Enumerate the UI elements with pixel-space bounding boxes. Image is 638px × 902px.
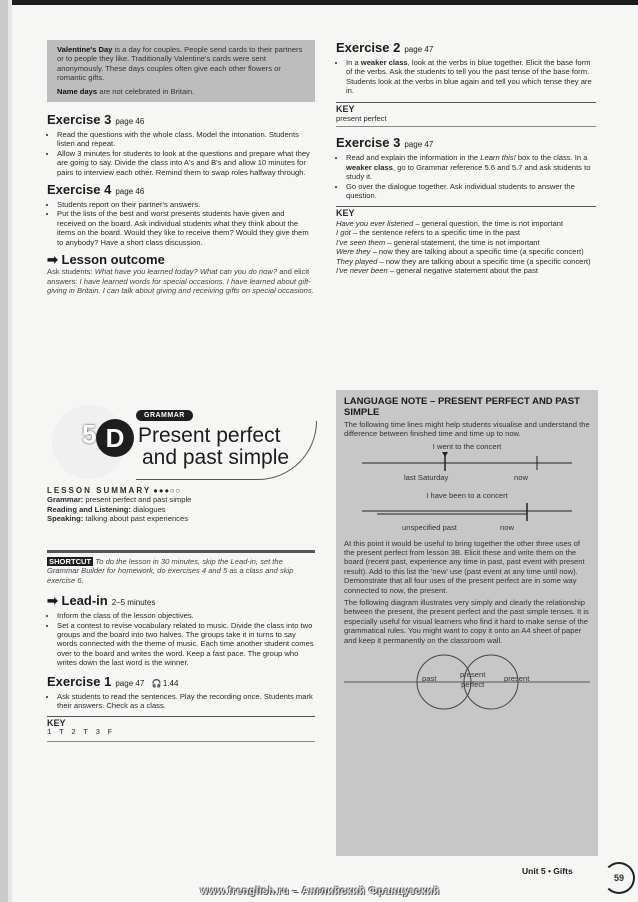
exercise-heading: Exercise 3 page 46 (47, 112, 145, 128)
key-answers: 1 T 2 T 3 F (47, 728, 114, 737)
list-item: • Go over the dialogue together. Ask individual students to answer the question. (346, 182, 596, 201)
key-line: Were they – now they are talking about a specific time (a specific concert) (336, 247, 584, 257)
exercise-heading: Exercise 1 page 47 🎧1.44 (47, 673, 179, 689)
exercise-heading: Exercise 3 page 47 (336, 135, 434, 151)
timeline-1-right-label: now (514, 473, 528, 483)
key-line: They played – now they are talking about a specific time (a specific concert) (336, 256, 591, 266)
page-binding-shadow (0, 0, 8, 902)
lesson-outcome (47, 252, 315, 295)
timeline-1-left-label: last Saturday (404, 473, 449, 483)
language-note-title: LANGUAGE NOTE – PRESENT PERFECT AND PAST SIMPLE (344, 396, 580, 418)
list-item: • Inform the class of the lesson objectives. (57, 611, 315, 620)
exercise-heading: Exercise 2 page 47 (336, 40, 434, 55)
name-days-paragraph: Name days are not celebrated in Britain. (57, 86, 195, 96)
key-right-2 (336, 206, 596, 275)
valentine-paragraph: Valentine's Day is a day for couples. People send cards to their partners or to people they like. Traditionally Valentine's cards were sent anonymously. These days couples often give each other flowers or romantic gifts. (57, 45, 303, 83)
lesson-badge-letter: D (96, 419, 134, 457)
grammar-tag: GRAMMAR (136, 410, 193, 421)
list-item: • In a weaker class, look at the verbs in blue together. Elicit the base form of the verbs. Ask the students to tell you the past tense of the base form. Students look at the verbs in blue again and tell you which tense they are in. (346, 58, 596, 96)
language-note-box (336, 390, 598, 856)
key-title: KEY (336, 208, 355, 219)
venn-present-perfect-label: present perfect (460, 670, 486, 689)
footer-unit: Unit 5 • Gifts (522, 866, 573, 876)
key-line: Have you ever listened – general question, the time is not important (336, 218, 564, 228)
venn-past-label: past (422, 674, 437, 684)
list-item: • Set a contest to revise vocabulary related to music. Divide the class into two groups and the board into two halves. The groups take it in turns to say words connected with the theme of music. Each time another student comes over to the board and writes the word. Keep a fast pace. The group who writes down the last word is the winner. (57, 621, 315, 668)
shortcut-divider (47, 550, 315, 553)
left-column-bottom (47, 550, 315, 745)
page-number: 59 (603, 862, 635, 894)
list-item: • Read and explain the information in the Learn this! box to the class. In a weaker class, go to Grammar reference 5.6 and 5.7 and ask students to study it. (346, 153, 596, 181)
key-answer: present perfect (336, 114, 387, 124)
key-divider (336, 102, 596, 103)
exercise-list (47, 692, 315, 711)
list-item: • Read the questions with the whole class. Model the intonation. Students listen and repeat. (57, 130, 315, 149)
right-column-top (336, 40, 596, 275)
exercise-heading: Exercise 4 page 46 (47, 182, 145, 198)
list-item: • Put the lists of the best and worst presents students have given and received on the board. Ask individual students what they think about the items on the board. Would they like to receive them? Would they give them to anybody? Have a short class discussion. (57, 209, 315, 247)
key-line: I got – the sentence refers to a specific time in the past (336, 228, 521, 238)
watermark-url: www.frenglish.ru – Английский Французский (200, 886, 440, 897)
exercise-2-right (336, 40, 596, 96)
language-note-intro: The following time lines might help students visualise and understand the difference between finished time and time up to now. (344, 420, 590, 439)
exercise-list (47, 130, 315, 177)
key-line: I've seen them – general statement, the time is not important (336, 237, 540, 247)
lesson-summary (47, 486, 315, 524)
timeline-2-line (357, 501, 577, 523)
key-line: I've never been – general negative statement about the past (336, 265, 538, 275)
key-left (47, 716, 315, 742)
lead-in-heading: ➡ Lead-in 2–5 minutes (47, 593, 156, 609)
timeline-1-line (357, 451, 577, 473)
timeline-2-left-label: unspecified past (402, 522, 457, 532)
lesson-title: Present perfect and past simple (138, 424, 290, 469)
difficulty-dots: ●●●○○ (153, 486, 182, 495)
exercise-list (47, 200, 315, 247)
lesson-outcome-text: Ask students: What have you learned today? What can you do now? and elicit answers: I have learned words for special occasions. I have learned about gift-giving in Britain. I can talk about giving and receiving gifts on special occasions. (47, 267, 314, 295)
summary-speaking: Speaking: talking about past experiences (47, 514, 188, 524)
exercise-4-left (47, 182, 315, 247)
language-note-para3: The following diagram illustrates very simply and clearly the relationship between the present, the present perfect and the past simple tenses. It is especially useful for visual learners who find it hard to make sense of the grammatical rules. You might want to copy it onto an A4 sheet of paper and keep it permanently on the classroom wall. (344, 598, 589, 645)
lead-in-list (47, 611, 315, 667)
key-divider (336, 126, 596, 127)
summary-reading: Reading and Listening: dialogues (47, 504, 166, 514)
key-divider (47, 741, 315, 742)
timeline-1-caption: I went to the concert (432, 441, 502, 451)
page-top-border (0, 0, 638, 5)
lesson-header (52, 405, 322, 480)
list-item: • Allow 3 minutes for students to look at the questions and prepare what they are going to say. Divide the class into A's and B's and allow 10 minutes for pairs to interview each other. Remind them to swap roles halfway through. (57, 149, 315, 177)
timeline-1 (344, 442, 590, 483)
lesson-badge-number: 5 (82, 419, 97, 449)
page-binding-highlight (8, 0, 12, 902)
exercise-list (336, 153, 596, 200)
left-column-top (47, 40, 315, 295)
shortcut-note: SHORTCUT To do the lesson in 30 minutes, skip the Lead-in, set the Grammar Builder for homework, do exercises 4 and 5 as a class and skip exercise 6. (47, 557, 294, 585)
list-item: • Students report on their partner's answers. (57, 200, 315, 209)
language-note-para2: At this point it would be useful to bring together the other three uses of the present perfect from lesson 3B. Elicit these and write them on the board (recent past, experience any time in past, past event with present result). Add to this list the 'new' use (past event at any time until now). Demonstrate that all four uses of the present perfect are in some way connected to now, the present. (344, 538, 585, 595)
key-title: KEY (336, 103, 355, 114)
lesson-summary-title: LESSON SUMMARY ●●●○○ (47, 486, 182, 495)
lead-in (47, 593, 315, 667)
timeline-2-right-label: now (500, 522, 514, 532)
key-right-1 (336, 102, 596, 128)
exercise-3-left (47, 112, 315, 177)
key-divider (47, 716, 315, 717)
headphones-icon: 🎧 (151, 678, 162, 688)
summary-grammar: Grammar: present perfect and past simple (47, 495, 192, 505)
timeline-2 (344, 491, 590, 532)
timeline-2-caption: I have been to a concert (426, 491, 508, 501)
timeline-1-labels (344, 473, 590, 483)
list-item: • Ask students to read the sentences. Play the recording once. Students mark their answers. Check as a class. (57, 692, 315, 711)
exercise-3-right (336, 135, 596, 200)
timeline-2-labels (344, 523, 590, 533)
exercise-1-left (47, 674, 315, 711)
shortcut-tag: SHORTCUT (49, 557, 92, 566)
culture-note-box (47, 40, 315, 102)
exercise-list (336, 58, 596, 96)
key-title: KEY (47, 718, 66, 729)
lesson-outcome-heading: ➡ Lesson outcome (47, 252, 165, 268)
venn-present-label: present (504, 674, 530, 684)
key-divider (336, 206, 596, 207)
